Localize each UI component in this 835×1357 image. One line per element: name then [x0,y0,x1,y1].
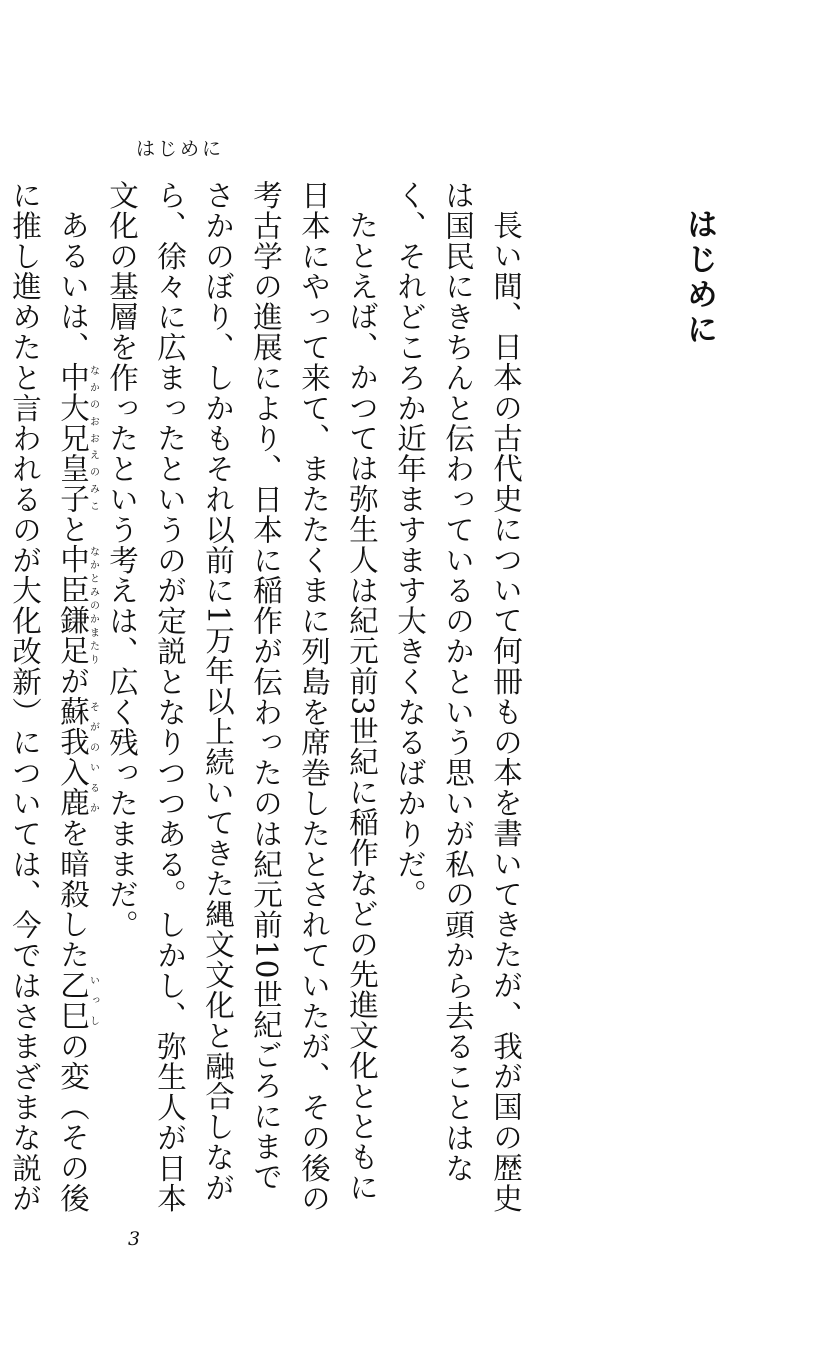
paragraph-3-part-3: が [56,665,90,696]
body-text [8,180,530,1215]
ruby-reading-nakatominokamatari: なかとみのかまたり [87,543,99,666]
paragraph-1: 長い間、日本の古代史について何冊もの本を書いてきたが、我が国の歴史は国民にきちんと伝わっているのかという思いが私の頭から去ることはなく、それどころか近年ますます大きくなるばかりだ。 [393,180,523,1213]
ruby-reading-nakanooenomiko: なかのおおえのみこ [87,361,99,514]
ruby-isshi [56,969,99,1031]
paragraph-3-part-4: を暗殺した [56,817,90,970]
ruby-nakanooenomiko [56,361,99,514]
paragraph-3-part-5: の変（その後に推し進めたと言われるのが大化改新）については、今ではさまざまな説が [8,180,90,1214]
paragraph-3-part-1: あるいは、 [56,209,90,362]
ruby-soganoiruka [56,695,99,818]
running-head: はじめに [136,138,225,160]
chapter-title: はじめに [681,208,717,348]
ruby-base-nakanooenomiko: 中大兄皇子 [56,361,90,514]
paragraph-3 [0,180,98,1215]
ruby-base-nakatominokamatari: 中臣鎌足 [56,543,90,666]
ruby-base-soganoiruka: 蘇我入鹿 [56,695,90,818]
paragraph-2: たとえば、かつては弥生人は紀元前3世紀に稲作などの先進文化とともに日本にやって来て、またたくまに列島を席巻したとされていたが、その後の考古学の進展により、日本に稲作が伝わったのは紀元前10世紀ごろにまでさかのぼり、しかもそれ以前に1万年以上続いてきた縄文文化と融合しながら、徐々に広まったというのが定説となりつつある。しかし、弥生人が日本文化の基層を作ったという考えは、広く残ったままだ。 [105,180,379,1214]
ruby-nakatominokamatari [56,543,99,666]
ruby-base-isshi: 乙巳 [56,969,90,1031]
ruby-reading-isshi: いっし [87,969,99,1031]
ruby-reading-soganoiruka: そがのいるか [87,695,99,818]
page-number: 3 [128,1228,141,1250]
paragraph-3-part-2: と [56,513,90,544]
